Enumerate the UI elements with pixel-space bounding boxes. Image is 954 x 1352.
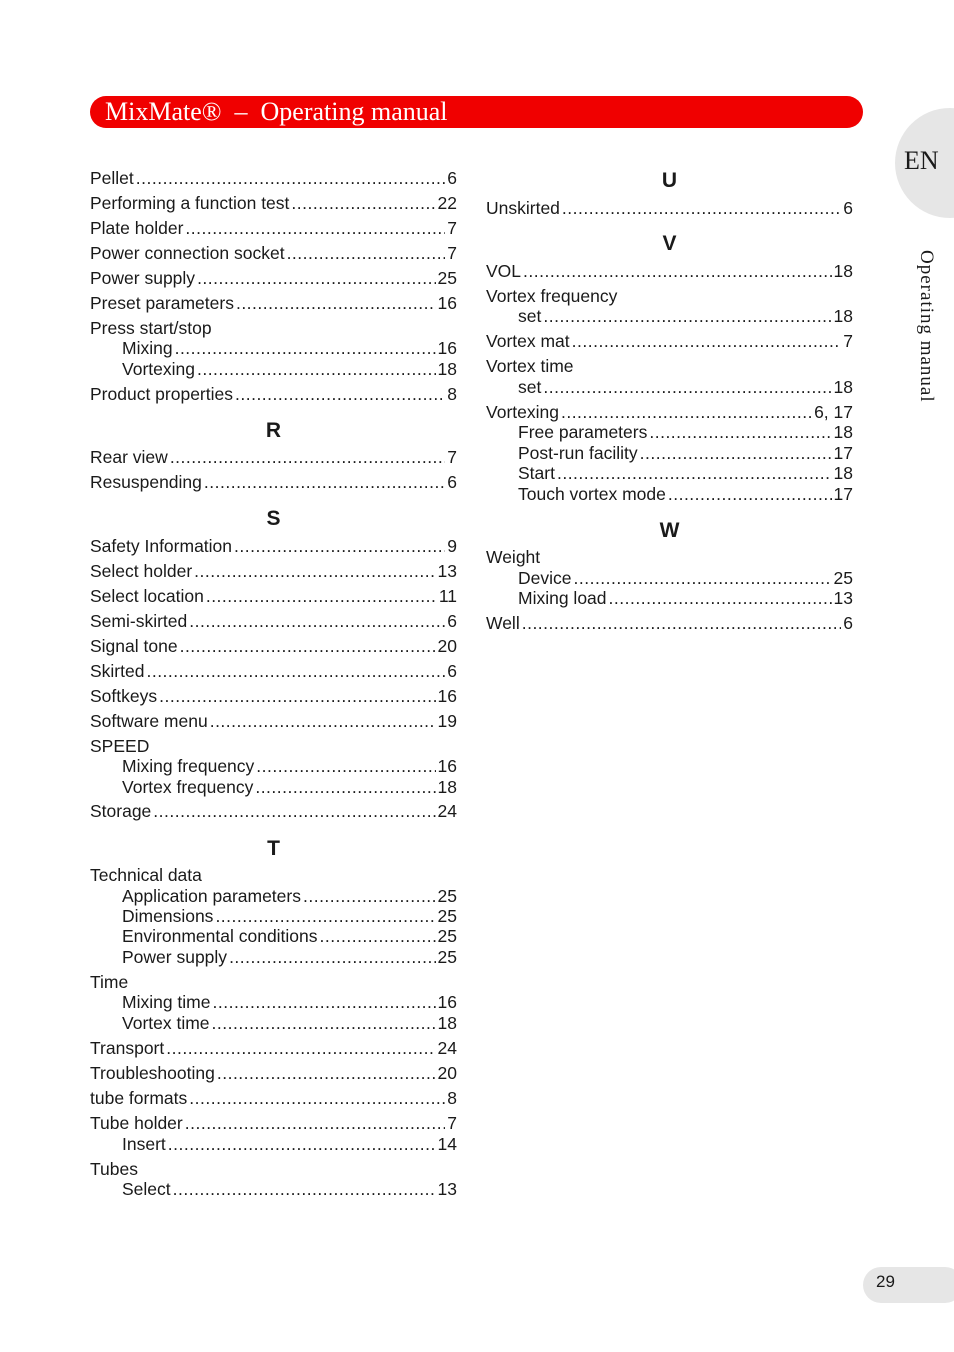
index-page-ref: 18 bbox=[833, 463, 853, 483]
index-page-ref: 6 bbox=[843, 198, 853, 218]
dot-leader bbox=[640, 443, 832, 464]
index-subentry bbox=[90, 906, 457, 927]
index-group-heading: Weight bbox=[486, 547, 541, 567]
index-entry bbox=[90, 268, 457, 289]
index-entry bbox=[90, 1038, 457, 1059]
index-letter-heading: T bbox=[267, 837, 280, 860]
index-group-heading: Vortex frequency bbox=[486, 286, 618, 306]
index-term: Vortexing bbox=[122, 359, 195, 379]
index-term: Product properties bbox=[90, 384, 233, 404]
index-entry bbox=[486, 613, 853, 634]
index-page-ref: 18 bbox=[833, 422, 853, 442]
index-term: Plate holder bbox=[90, 218, 184, 238]
index-page-ref: 24 bbox=[437, 801, 457, 821]
index-term: Storage bbox=[90, 801, 152, 821]
index-term: Free parameters bbox=[518, 422, 648, 442]
dot-leader bbox=[173, 1179, 436, 1200]
index-page-ref: 22 bbox=[437, 193, 457, 213]
index-term: Power supply bbox=[90, 268, 196, 288]
dot-leader bbox=[574, 568, 832, 589]
dot-leader bbox=[255, 777, 435, 798]
index-term: VOL bbox=[486, 261, 522, 281]
index-page-ref: 7 bbox=[843, 331, 853, 351]
index-page-ref: 11 bbox=[438, 586, 457, 606]
index-term: Safety Information bbox=[90, 536, 233, 556]
index-entry bbox=[90, 384, 457, 405]
index-entry bbox=[486, 198, 853, 219]
index-entry bbox=[486, 331, 853, 352]
dot-leader bbox=[189, 1088, 445, 1109]
index-subentry bbox=[90, 338, 457, 359]
dot-leader bbox=[234, 536, 445, 557]
dot-leader bbox=[197, 359, 436, 380]
dot-leader bbox=[649, 422, 831, 443]
index-entry bbox=[90, 636, 457, 657]
index-term: Pellet bbox=[90, 168, 134, 188]
index-subentry bbox=[90, 886, 457, 907]
index-term: Skirted bbox=[90, 661, 145, 681]
index-group-heading: Time bbox=[90, 972, 129, 992]
index-subentry bbox=[486, 377, 853, 398]
index-letter-heading: V bbox=[662, 232, 677, 255]
index-subentry bbox=[486, 463, 853, 484]
index-page-ref: 7 bbox=[447, 218, 457, 238]
index-subentry bbox=[486, 568, 853, 589]
index-page-ref: 14 bbox=[437, 1134, 457, 1154]
index-page-ref: 17 bbox=[833, 443, 853, 463]
index-entry bbox=[90, 193, 457, 214]
index-term: Vortex mat bbox=[486, 331, 570, 351]
dot-leader bbox=[543, 377, 831, 398]
index-page-ref: 7 bbox=[447, 447, 457, 467]
index-page-ref: 16 bbox=[437, 293, 457, 313]
index-term: tube formats bbox=[90, 1088, 188, 1108]
index-entry bbox=[90, 711, 457, 732]
index-term: Dimensions bbox=[122, 906, 214, 926]
dot-leader bbox=[185, 1113, 446, 1134]
index-page-ref: 24 bbox=[437, 1038, 457, 1058]
index-page-ref: 7 bbox=[447, 1113, 457, 1133]
language-label: EN bbox=[904, 146, 939, 175]
index-page-ref: 18 bbox=[437, 359, 457, 379]
index-term: Select bbox=[122, 1179, 171, 1199]
index-entry bbox=[90, 536, 457, 557]
dot-leader bbox=[180, 636, 436, 657]
index-entry bbox=[90, 1063, 457, 1084]
dot-leader bbox=[256, 756, 435, 777]
index-entry bbox=[90, 218, 457, 239]
index-term: Application parameters bbox=[122, 886, 301, 906]
index-term: Environmental conditions bbox=[122, 926, 318, 946]
dot-leader bbox=[168, 1134, 436, 1155]
dot-leader bbox=[236, 293, 436, 314]
index-term: Mixing bbox=[122, 338, 173, 358]
document-title: MixMate® – Operating manual bbox=[105, 97, 448, 126]
index-letter-heading: S bbox=[266, 507, 281, 530]
index-subentry bbox=[486, 484, 853, 505]
index-term: Tube holder bbox=[90, 1113, 183, 1133]
dot-leader bbox=[204, 472, 445, 493]
index-entry bbox=[90, 661, 457, 682]
dot-leader bbox=[235, 384, 445, 405]
index-term: Performing a function test bbox=[90, 193, 290, 213]
index-term: Resuspending bbox=[90, 472, 202, 492]
index-term: Troubleshooting bbox=[90, 1063, 215, 1083]
index-group-heading: Vortex time bbox=[486, 356, 574, 376]
dot-leader bbox=[523, 261, 832, 282]
index-entry bbox=[486, 402, 853, 423]
index-subentry bbox=[486, 306, 853, 327]
dot-leader bbox=[194, 561, 435, 582]
index-page-ref: 18 bbox=[833, 261, 853, 281]
page-number: 29 bbox=[876, 1272, 895, 1291]
index-term: Power supply bbox=[122, 947, 228, 967]
index-entry bbox=[90, 447, 457, 468]
index-entry bbox=[90, 586, 457, 607]
dot-leader bbox=[287, 243, 446, 264]
dot-leader bbox=[562, 198, 841, 219]
index-page-ref: 16 bbox=[437, 338, 457, 358]
index-term: Rear view bbox=[90, 447, 168, 467]
index-page-ref: 16 bbox=[437, 756, 457, 776]
index-page-ref: 25 bbox=[437, 947, 457, 967]
index-letter-heading: U bbox=[661, 169, 678, 192]
index-entry bbox=[90, 561, 457, 582]
dot-leader bbox=[229, 947, 435, 968]
index-subentry bbox=[486, 422, 853, 443]
index-term: Touch vortex mode bbox=[518, 484, 666, 504]
index-page-ref: 6 bbox=[843, 613, 853, 633]
index-page-ref: 6 bbox=[447, 168, 457, 188]
dot-leader bbox=[557, 463, 832, 484]
index-term: set bbox=[518, 377, 542, 397]
index-term: Select holder bbox=[90, 561, 193, 581]
index-term: Post-run facility bbox=[518, 443, 638, 463]
index-subentry bbox=[90, 359, 457, 380]
index-subentry bbox=[90, 992, 457, 1013]
index-letter-heading: W bbox=[659, 519, 680, 542]
index-entry bbox=[90, 243, 457, 264]
index-subentry bbox=[486, 588, 853, 609]
index-subentry bbox=[90, 1013, 457, 1034]
index-page-ref: 25 bbox=[833, 568, 853, 588]
index-subentry bbox=[90, 756, 457, 777]
index-entry bbox=[90, 1088, 457, 1109]
index-entry bbox=[90, 686, 457, 707]
dot-leader bbox=[166, 1038, 435, 1059]
index-term: Unskirted bbox=[486, 198, 560, 218]
index-page-ref: 17 bbox=[833, 484, 853, 504]
dot-leader bbox=[136, 168, 445, 189]
index-term: Select location bbox=[90, 586, 204, 606]
index-page-ref: 16 bbox=[437, 992, 457, 1012]
index-page-ref: 25 bbox=[437, 906, 457, 926]
dot-leader bbox=[159, 686, 435, 707]
dot-leader bbox=[320, 926, 436, 947]
index-term: set bbox=[518, 306, 542, 326]
dot-leader bbox=[170, 447, 445, 468]
index-page-ref: 6 bbox=[447, 611, 457, 631]
index-term: Device bbox=[518, 568, 572, 588]
index-page-ref: 7 bbox=[447, 243, 457, 263]
index-page-ref: 18 bbox=[437, 1013, 457, 1033]
index-term: Semi-skirted bbox=[90, 611, 188, 631]
index-entry bbox=[90, 801, 457, 822]
index-term: Insert bbox=[122, 1134, 166, 1154]
dot-leader bbox=[609, 588, 832, 609]
index-group-heading: SPEED bbox=[90, 736, 150, 756]
index-entry bbox=[90, 293, 457, 314]
index-term: Start bbox=[518, 463, 555, 483]
dot-leader bbox=[206, 586, 437, 607]
index-page-ref: 25 bbox=[437, 926, 457, 946]
index-page-ref: 25 bbox=[437, 268, 457, 288]
index-page-ref: 20 bbox=[437, 636, 457, 656]
index-page-ref: 19 bbox=[437, 711, 457, 731]
index-page-ref: 18 bbox=[833, 377, 853, 397]
index-term: Softkeys bbox=[90, 686, 158, 706]
dot-leader bbox=[217, 1063, 436, 1084]
index-group-heading: Technical data bbox=[90, 865, 202, 885]
index-page-ref: 18 bbox=[833, 306, 853, 326]
index-term: Signal tone bbox=[90, 636, 178, 656]
index-group-heading: Tubes bbox=[90, 1159, 138, 1179]
index-subentry bbox=[90, 1179, 457, 1200]
index-entry bbox=[486, 261, 853, 282]
dot-leader bbox=[522, 613, 842, 634]
dot-leader bbox=[153, 801, 435, 822]
index-page-ref: 18 bbox=[437, 777, 457, 797]
index-term: Preset parameters bbox=[90, 293, 234, 313]
index-subentry bbox=[90, 1134, 457, 1155]
index-term: Power connection socket bbox=[90, 243, 285, 263]
index-term: Mixing frequency bbox=[122, 756, 255, 776]
index-page-ref: 13 bbox=[437, 1179, 457, 1199]
index-page-ref: 13 bbox=[833, 588, 853, 608]
dot-leader bbox=[175, 338, 436, 359]
dot-leader bbox=[185, 218, 445, 239]
dot-leader bbox=[215, 906, 435, 927]
index-entry bbox=[90, 168, 457, 189]
header-bar bbox=[90, 96, 863, 128]
dot-leader bbox=[213, 992, 436, 1013]
dot-leader bbox=[561, 402, 812, 423]
index-subentry bbox=[90, 926, 457, 947]
index-page-ref: 6 bbox=[447, 661, 457, 681]
dot-leader bbox=[291, 193, 435, 214]
dot-leader bbox=[189, 611, 445, 632]
dot-leader bbox=[212, 1013, 436, 1034]
dot-leader bbox=[303, 886, 436, 907]
index-term: Vortexing bbox=[486, 402, 559, 422]
dot-leader bbox=[572, 331, 842, 352]
dot-leader bbox=[197, 268, 435, 289]
index-subentry bbox=[90, 947, 457, 968]
index-term: Well bbox=[486, 613, 520, 633]
dot-leader bbox=[668, 484, 832, 505]
index-page-ref: 13 bbox=[437, 561, 457, 581]
index-page-ref: 8 bbox=[447, 384, 457, 404]
index-entry bbox=[90, 611, 457, 632]
dot-leader bbox=[146, 661, 445, 682]
index-entry bbox=[90, 1113, 457, 1134]
section-label: Operating manual bbox=[916, 250, 937, 403]
index-entry bbox=[90, 472, 457, 493]
index-letter-heading: R bbox=[265, 419, 282, 442]
index-page-ref: 16 bbox=[437, 686, 457, 706]
index-term: Mixing load bbox=[518, 588, 607, 608]
dot-leader bbox=[210, 711, 436, 732]
dot-leader bbox=[543, 306, 831, 327]
index-page-ref: 8 bbox=[447, 1088, 457, 1108]
index-page-ref: 20 bbox=[437, 1063, 457, 1083]
index-page-ref: 9 bbox=[447, 536, 457, 556]
index-page-ref: 6 bbox=[447, 472, 457, 492]
index-term: Software menu bbox=[90, 711, 208, 731]
index-term: Vortex frequency bbox=[122, 777, 254, 797]
index-term: Mixing time bbox=[122, 992, 211, 1012]
index-page-ref: 6, 17 bbox=[814, 402, 853, 422]
index-subentry bbox=[90, 777, 457, 798]
index-subentry bbox=[486, 443, 853, 464]
index-term: Vortex time bbox=[122, 1013, 210, 1033]
index-group-heading: Press start/stop bbox=[90, 318, 212, 338]
index-page-ref: 25 bbox=[437, 886, 457, 906]
index-term: Transport bbox=[90, 1038, 165, 1058]
